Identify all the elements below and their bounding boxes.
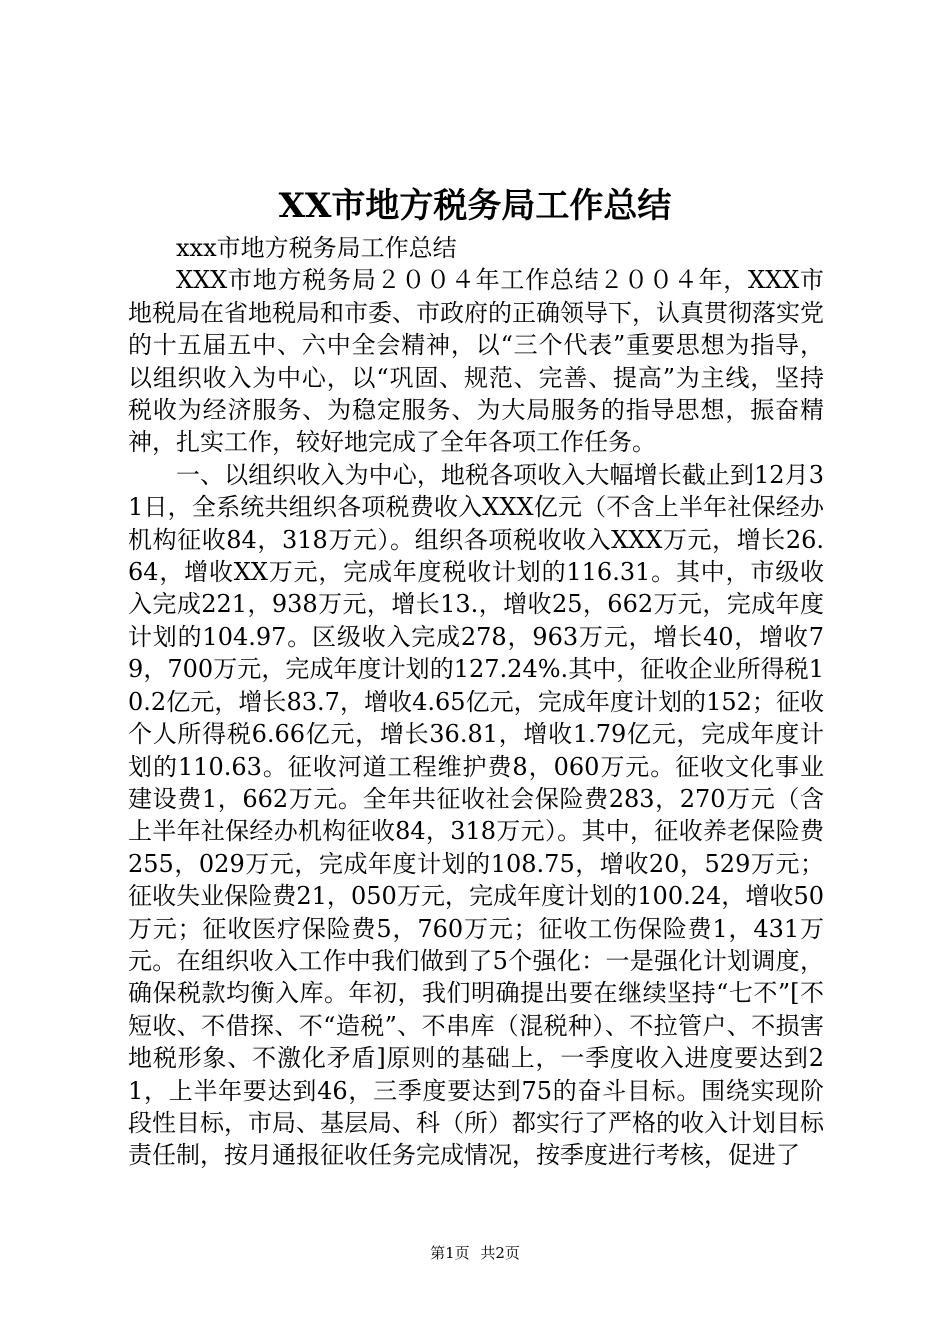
page-number: 第1页 xyxy=(430,1244,470,1262)
subtitle-paragraph: xxx市地方税务局工作总结 xyxy=(176,234,457,262)
page-total: 共2页 xyxy=(480,1244,520,1262)
document-title: XX市地方税务局工作总结 xyxy=(278,186,672,226)
document-body xyxy=(128,232,824,1172)
intro-paragraph: XXX市地方税务局２００４年工作总结２００４年，XXX市地税局在省地税局和市委、市政府的正确领导下，认真贯彻落实党的十五届五中、六中全会精神，以“三个代表”重要思想为指导，以组织收入为中心，以“巩固、规范、完善、提高”为主线，坚持税收为经济服务、为稳定服务、为大局服务的指导思想，振奋精神，扎实工作，较好地完成了全年各项工作任务。 xyxy=(128,266,824,457)
page-footer xyxy=(0,1242,950,1264)
revenue-section-paragraph: 一、以组织收入为中心，地税各项收入大幅增长截止到12月31日，全系统共组织各项税费收入XXX亿元（不含上半年社保经办机构征收84，318万元）。组织各项税收收入XXX万元，增长26.64，增收XX万元，完成年度税收计划的116.31。其中，市级收入完成221，938万元，增长13.，增收25，662万元，完成年度计划的104.97。区级收入完成278，963万元，增长40，增收79，700万元，完成年度计划的127.24%.其中，征收企业所得税10.2亿元，增长83.7，增收4.65亿元，完成年度计划的152；征收个人所得税6.66亿元，增长36.81，增收1.79亿元，完成年度计划的110.63。征收河道工程维护费8，060万元。征收文化事业建设费1，662万元。全年共征收社会保险费283，270万元（含上半年社保经办机构征收84，318万元）。其中，征收养老保险费255，029万元，完成年度计划的108.75，增收20，529万元；征收失业保险费21，050万元，完成年度计划的100.24，增收50万元；征收医疗保险费5，760万元；征收工伤保险费1，431万元。在组织收入工作中我们做到了5个强化：一是强化计划调度，确保税款均衡入库。年初，我们明确提出要在继续坚持“七不”[不短收、不借探、不“造税”、不串库（混税种）、不拉管户、不损害地税形象、不激化矛盾]原则的基础上，一季度收入进度要达到21，上半年要达到46，三季度要达到75的奋斗目标。围绕实现阶段性目标，市局、基层局、科（所）都实行了严格的收入计划目标责任制，按月通报征收任务完成情况，按季度进行考核，促进了 xyxy=(128,460,824,1170)
